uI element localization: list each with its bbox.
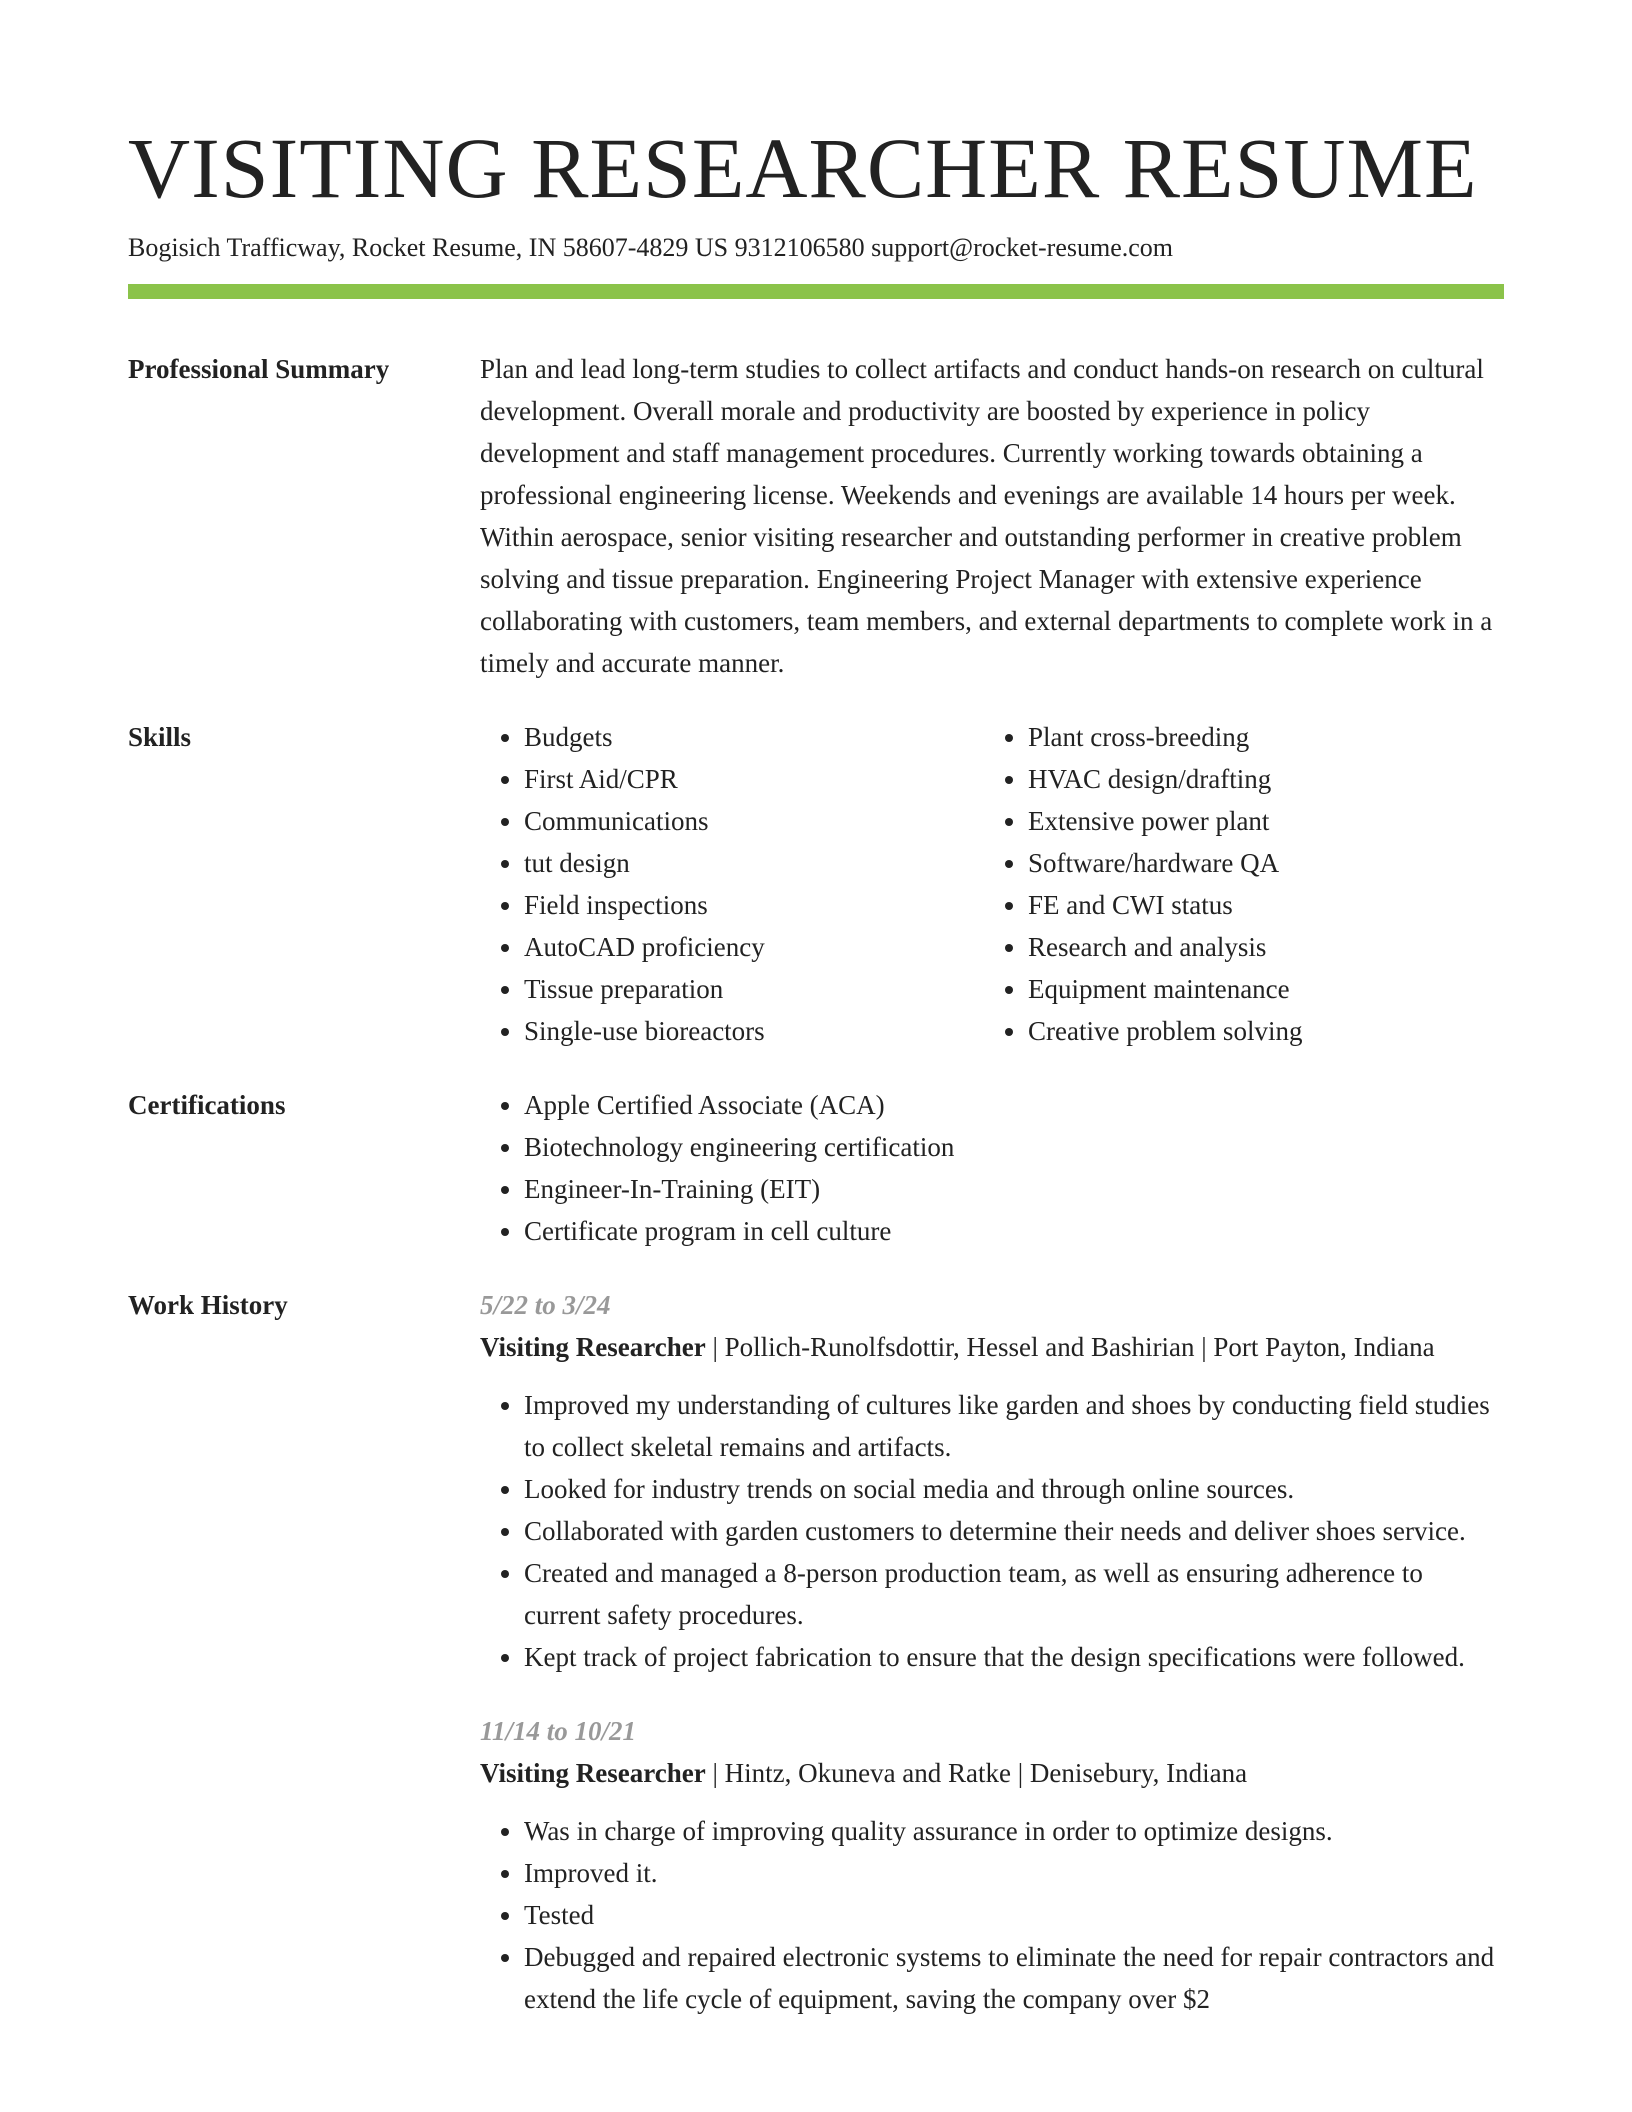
skills-section	[128, 716, 1504, 1052]
job-header	[480, 1326, 1504, 1368]
skill-item: • Research and analysis	[1028, 926, 1488, 968]
job-date: 5/22 to 3/24	[480, 1290, 611, 1320]
job-bullet: • Was in charge of improving quality assurance in order to optimize designs.	[524, 1810, 1504, 1852]
job-title: Visiting Researcher	[480, 1758, 706, 1788]
skills-column-right	[984, 716, 1488, 1052]
skill-item: • Creative problem solving	[1028, 1010, 1488, 1052]
job-bullet: • Debugged and repaired electronic systems to eliminate the need for repair contractors and extend the life cycle of equipment, saving the company over $2	[524, 1936, 1504, 2020]
skill-item: • Budgets	[524, 716, 984, 758]
skills-columns	[480, 716, 1504, 1052]
job-employer-location: | Hintz, Okuneva and Ratke | Denisebury, Indiana	[705, 1758, 1248, 1788]
job-bullet: • Tested	[524, 1894, 1504, 1936]
certification-item: • Apple Certified Associate (ACA)	[524, 1084, 1504, 1126]
certification-item: • Biotechnology engineering certification	[524, 1126, 1504, 1168]
job-bullet: • Kept track of project fabrication to ensure that the design specifications were followed.	[524, 1636, 1504, 1678]
certification-item: • Engineer-In-Training (EIT)	[524, 1168, 1504, 1210]
work-history-heading: Work History	[128, 1290, 288, 1320]
job-employer-location: | Pollich-Runolfsdottir, Hessel and Bashirian | Port Payton, Indiana	[705, 1332, 1435, 1362]
skill-item: • Plant cross-breeding	[1028, 716, 1488, 758]
contact-line: Bogisich Trafficway, Rocket Resume, IN 58607-4829 US 9312106580 support@rocket-resume.com	[128, 233, 1174, 262]
job-bullet: • Collaborated with garden customers to determine their needs and deliver shoes service.	[524, 1510, 1504, 1552]
job-bullet: • Looked for industry trends on social media and through online sources.	[524, 1468, 1504, 1510]
certifications-list	[480, 1084, 1504, 1252]
job-title: Visiting Researcher	[480, 1332, 706, 1362]
skill-item: • Communications	[524, 800, 984, 842]
job-date: 11/14 to 10/21	[480, 1716, 637, 1746]
job-bullets	[480, 1384, 1504, 1678]
certification-item: • Certificate program in cell culture	[524, 1210, 1504, 1252]
summary-text: Plan and lead long-term studies to collect artifacts and conduct hands-on research on cultural development. Overall morale and productivity are boosted by experience in policy development and staff management procedures. Currently working towards obtaining a professional engineering license. Weekends and evenings are available 14 hours per week. Within aerospace, senior visiting researcher and outstanding performer in creative problem solving and tissue preparation. Engineering Project Manager with extensive experience collaborating with customers, team members, and external departments to complete work in a timely and accurate manner.	[480, 354, 1493, 678]
job-bullet: • Improved my understanding of cultures like garden and shoes by conducting field studies to collect skeletal remains and artifacts.	[524, 1384, 1504, 1468]
skill-item: • HVAC design/drafting	[1028, 758, 1488, 800]
skill-item: • Tissue preparation	[524, 968, 984, 1010]
job-bullet: • Improved it.	[524, 1852, 1504, 1894]
skill-item: • tut design	[524, 842, 984, 884]
resume-page	[128, 118, 1504, 2020]
summary-heading: Professional Summary	[128, 354, 390, 384]
accent-divider	[128, 284, 1504, 299]
skill-item: • AutoCAD proficiency	[524, 926, 984, 968]
certifications-heading: Certifications	[128, 1090, 286, 1120]
skill-item: • FE and CWI status	[1028, 884, 1488, 926]
certifications-section	[128, 1084, 1504, 1252]
skill-item: • Extensive power plant	[1028, 800, 1488, 842]
skills-list-left	[480, 716, 984, 1052]
job-bullet: • Created and managed a 8-person production team, as well as ensuring adherence to current safety procedures.	[524, 1552, 1504, 1636]
certifications-body	[480, 1084, 1504, 1252]
skills-heading: Skills	[128, 722, 192, 752]
job-bullets	[480, 1810, 1504, 2020]
skill-item: • First Aid/CPR	[524, 758, 984, 800]
skill-item: • Equipment maintenance	[1028, 968, 1488, 1010]
job-entry	[480, 1710, 1504, 2020]
skills-list-right	[984, 716, 1488, 1052]
skill-item: • Software/hardware QA	[1028, 842, 1488, 884]
summary-section	[128, 348, 1504, 684]
skill-item: • Single-use bioreactors	[524, 1010, 984, 1052]
skill-item: • Field inspections	[524, 884, 984, 926]
job-header	[480, 1752, 1504, 1794]
work-history-section	[128, 1284, 1504, 2020]
job-entry	[480, 1284, 1504, 1678]
skills-column-left	[480, 716, 984, 1052]
work-history-body	[480, 1284, 1504, 2020]
resume-title: VISITING RESEARCHER RESUME	[128, 120, 1478, 216]
